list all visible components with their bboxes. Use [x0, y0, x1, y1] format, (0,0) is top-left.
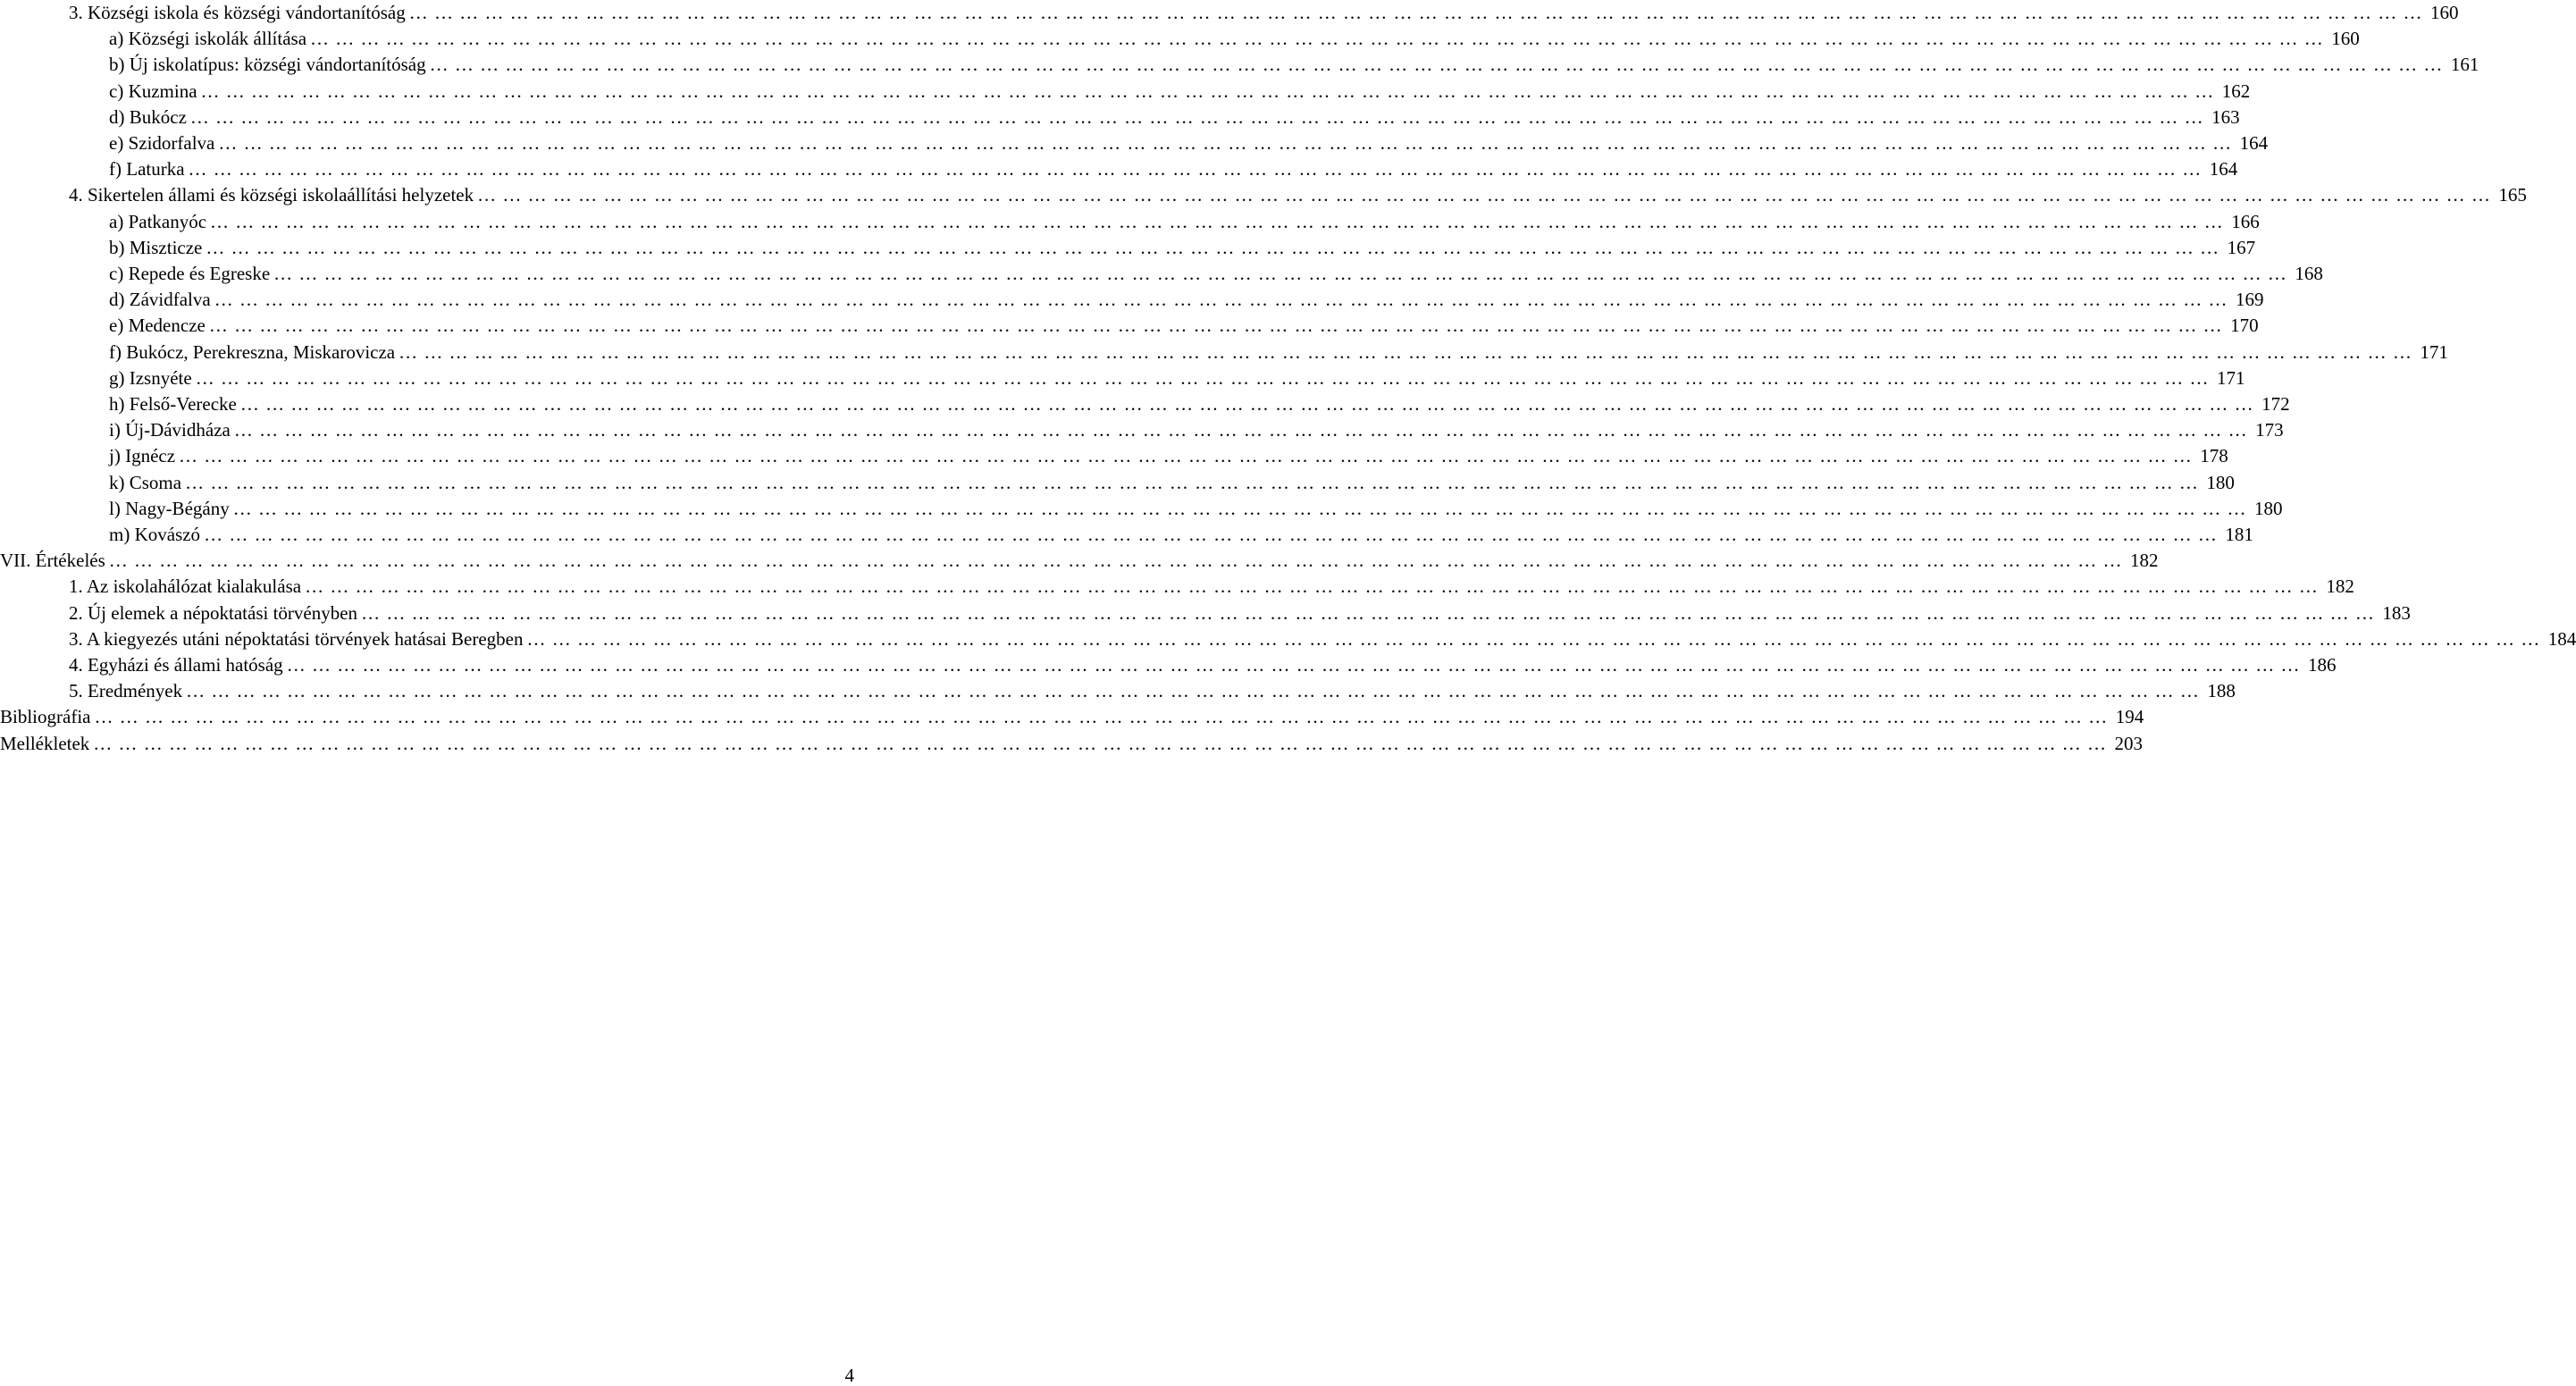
toc-entry-title: 5. Eredmények: [69, 680, 183, 702]
toc-entry-page: 162: [2221, 80, 2251, 102]
toc-entry-page: 178: [2200, 445, 2228, 467]
toc-entry-title: i) Új-Dávidháza: [109, 419, 231, 441]
toc-entry-page: 186: [2307, 654, 2337, 676]
toc-entry-title: 4. Sikertelen állami és községi iskolaállítási helyzetek: [69, 184, 474, 206]
dot-leader: … … … … … … … … … … … … … … … … … … … … … … … … … … … … … … … … … … … … … … … … … … … … … … … … … … … … … … … … … … … … … … … … … … … … … … … … … … … … … … … …: [218, 132, 2233, 154]
toc-entry-title: 3. A kiegyezés utáni népoktatási törvények hatásai Beregben: [69, 627, 524, 650]
toc-entry-title: Mellékletek: [0, 732, 90, 754]
toc-entry-title: d) Závidfalva: [109, 289, 211, 311]
toc-entry-page: 160: [2331, 28, 2360, 50]
toc-entry-page: 182: [2130, 550, 2159, 572]
toc-entry-title: 2. Új elemek a népoktatási törvényben: [69, 601, 358, 624]
dot-leader: … … … … … … … … … … … … … … … … … … … … … … … … … … … … … … … … … … … … … … … … … … … … … … … … … … … … … … … … … … … … … … … … … … … … … … … … … … … … … … … …: [361, 601, 2375, 624]
dot-leader: … … … … … … … … … … … … … … … … … … … … … … … … … … … … … … … … … … … … … … … … … … … … … … … … … … … … … … … … … … … … … … … … … … … … … … … … … … … … … … … …: [310, 28, 2324, 50]
toc-entry-title: Bibliográfia: [0, 706, 91, 728]
toc-entry-page: 166: [2231, 210, 2260, 232]
dot-leader: … … … … … … … … … … … … … … … … … … … … … … … … … … … … … … … … … … … … … … … … … … … … … … … … … … … … … … … … … … … … … … … … … … … … … … … … … … … … … … … …: [214, 289, 2228, 311]
toc-entry: [109, 287, 2264, 313]
dot-leader: … … … … … … … … … … … … … … … … … … … … … … … … … … … … … … … … … … … … … … … … … … … … … … … … … … … … … … … … … … … … … … … … … … … … … … … … … … … … … … … …: [179, 445, 2193, 467]
toc-entry: [109, 417, 2284, 443]
toc-entry-title: c) Repede és Egreske: [109, 263, 271, 284]
dot-leader: … … … … … … … … … … … … … … … … … … … … … … … … … … … … … … … … … … … … … … … … … … … … … … … … … … … … … … … … … … … … … … … … … … … … … … … … … … … … … … … …: [108, 550, 2123, 572]
toc-entry-title: e) Szidorfalva: [109, 132, 215, 154]
toc-entry: [109, 443, 2228, 469]
toc-entry-page: 183: [2382, 601, 2411, 624]
toc-entry-page: 171: [2420, 340, 2448, 363]
dot-leader: … … … … … … … … … … … … … … … … … … … … … … … … … … … … … … … … … … … … … … … … … … … … … … … … … … … … … … … … … … … … … … … … … … … … … … … … … … … … … … … …: [189, 105, 2204, 128]
toc-entry: [69, 678, 2236, 704]
toc-entry-title: m) Kovászó: [109, 524, 201, 545]
toc-entry-title: b) Új iskolatípus: községi vándortanítóság: [109, 54, 426, 76]
dot-leader: … … … … … … … … … … … … … … … … … … … … … … … … … … … … … … … … … … … … … … … … … … … … … … … … … … … … … … … … … … … … … … … … … … … … … … … … … … … … … … … …: [94, 706, 2109, 728]
toc-entry-title: f) Laturka: [109, 158, 185, 181]
toc-entry-page: 164: [2209, 158, 2238, 181]
page-number: 4: [844, 1365, 854, 1386]
dot-leader: … … … … … … … … … … … … … … … … … … … … … … … … … … … … … … … … … … … … … … … … … … … … … … … … … … … … … … … … … … … … … … … … … … … … … … … … … … … … … … … …: [186, 680, 2200, 702]
toc-entry-page: 180: [2253, 497, 2283, 519]
toc-entry: [0, 731, 2144, 757]
toc-entry-title: k) Csoma: [109, 471, 182, 493]
toc-entry-page: 184: [2547, 627, 2576, 650]
toc-entry-title: d) Bukócz: [109, 105, 187, 128]
dot-leader: … … … … … … … … … … … … … … … … … … … … … … … … … … … … … … … … … … … … … … … … … … … … … … … … … … … … … … … … … … … … … … … … … … … … … … … … … … … … … … … …: [208, 315, 2223, 337]
toc-entry: [109, 313, 2259, 339]
toc-entry: [109, 235, 2256, 261]
toc-entry: [109, 391, 2290, 417]
dot-leader: … … … … … … … … … … … … … … … … … … … … … … … … … … … … … … … … … … … … … … … … … … … … … … … … … … … … … … … … … … … … … … … … … … … … … … … … … … … … … … … …: [526, 627, 2541, 650]
toc-entry: [69, 601, 2411, 626]
toc-entry-title: c) Kuzmina: [109, 80, 197, 102]
toc-entry-page: 188: [2207, 680, 2236, 702]
toc-entry-title: b) Miszticze: [109, 236, 203, 258]
toc-entry: [69, 0, 2459, 26]
toc-entry: [109, 365, 2245, 391]
toc-entry: [109, 130, 2269, 156]
dot-leader: … … … … … … … … … … … … … … … … … … … … … … … … … … … … … … … … … … … … … … … … … … … … … … … … … … … … … … … … … … … … … … … … … … … … … … … … … … … … … … … …: [429, 54, 2444, 76]
toc-entry-page: 167: [2227, 236, 2256, 258]
toc-entry-title: 1. Az iskolahálózat kialakulása: [69, 575, 302, 598]
toc-entry-page: 194: [2115, 706, 2144, 728]
toc-entry-title: 3. Községi iskola és községi vándortanítóság: [69, 2, 406, 23]
toc-entry: [109, 340, 2448, 365]
toc-entry-page: 160: [2430, 2, 2459, 23]
dot-leader: … … … … … … … … … … … … … … … … … … … … … … … … … … … … … … … … … … … … … … … … … … … … … … … … … … … … … … … … … … … … … … … … … … … … … … … … … … … … … … … …: [204, 524, 2218, 545]
dot-leader: … … … … … … … … … … … … … … … … … … … … … … … … … … … … … … … … … … … … … … … … … … … … … … … … … … … … … … … … … … … … … … … … … … … … … … … … … … … … … … … …: [273, 263, 2287, 284]
toc-entry-page: 168: [2295, 263, 2323, 284]
toc-entry-title: g) Izsnyéte: [109, 366, 192, 389]
toc-entry-page: 171: [2216, 366, 2245, 389]
toc-entry: [109, 470, 2235, 496]
toc-entry: [0, 548, 2159, 574]
toc-entry: [109, 209, 2260, 235]
toc-entry: [69, 182, 2527, 208]
dot-leader: … … … … … … … … … … … … … … … … … … … … … … … … … … … … … … … … … … … … … … … … … … … … … … … … … … … … … … … … … … … … … … … … … … … … … … … … … … … … … … … …: [286, 654, 2301, 676]
toc-entry: [109, 105, 2240, 130]
dot-leader: … … … … … … … … … … … … … … … … … … … … … … … … … … … … … … … … … … … … … … … … … … … … … … … … … … … … … … … … … … … … … … … … … … … … … … … … … … … … … … … …: [93, 732, 2108, 754]
dot-leader: … … … … … … … … … … … … … … … … … … … … … … … … … … … … … … … … … … … … … … … … … … … … … … … … … … … … … … … … … … … … … … … … … … … … … … … … … … … … … … … …: [188, 158, 2203, 181]
toc-entry-page: 172: [2261, 393, 2290, 415]
toc-entry: [0, 704, 2144, 730]
dot-leader: … … … … … … … … … … … … … … … … … … … … … … … … … … … … … … … … … … … … … … … … … … … … … … … … … … … … … … … … … … … … … … … … … … … … … … … … … … … … … … … …: [477, 184, 2491, 206]
toc-entry-title: e) Medencze: [109, 315, 206, 337]
toc-entry-title: VII. Értékelés: [0, 550, 105, 572]
toc-entry-page: 161: [2450, 54, 2480, 76]
toc-entry-title: a) Patkanyóc: [109, 210, 207, 232]
toc-entry-page: 163: [2211, 105, 2240, 128]
toc-entry: [109, 52, 2480, 78]
toc-entry-page: 182: [2326, 575, 2354, 598]
toc-entry: [69, 574, 2354, 600]
toc-entry-title: 4. Egyházi és állami hatóság: [69, 654, 283, 676]
toc-entry-page: 181: [2225, 524, 2253, 545]
dot-leader: … … … … … … … … … … … … … … … … … … … … … … … … … … … … … … … … … … … … … … … … … … … … … … … … … … … … … … … … … … … … … … … … … … … … … … … … … … … … … … … …: [408, 2, 2423, 23]
dot-leader: … … … … … … … … … … … … … … … … … … … … … … … … … … … … … … … … … … … … … … … … … … … … … … … … … … … … … … … … … … … … … … … … … … … … … … … … … … … … … … … …: [195, 366, 2210, 389]
toc-entry-title: l) Nagy-Bégány: [109, 497, 230, 519]
toc-entry-page: 170: [2230, 315, 2259, 337]
toc-entry-title: j) Ignécz: [109, 445, 176, 467]
toc-entry-title: a) Községi iskolák állítása: [109, 28, 307, 50]
dot-leader: … … … … … … … … … … … … … … … … … … … … … … … … … … … … … … … … … … … … … … … … … … … … … … … … … … … … … … … … … … … … … … … … … … … … … … … … … … … … … … … …: [232, 497, 2247, 519]
toc-entry-page: 180: [2206, 471, 2235, 493]
toc-entry-page: 165: [2498, 184, 2527, 206]
toc-entry: [109, 261, 2323, 287]
dot-leader: … … … … … … … … … … … … … … … … … … … … … … … … … … … … … … … … … … … … … … … … … … … … … … … … … … … … … … … … … … … … … … … … … … … … … … … … … … … … … … … …: [305, 575, 2319, 598]
toc-entry-page: 173: [2255, 419, 2284, 441]
toc-entry: [109, 156, 2238, 182]
toc-entry: [69, 626, 2576, 652]
toc-entry-title: f) Bukócz, Perekreszna, Miskarovicza: [109, 340, 396, 363]
dot-leader: … … … … … … … … … … … … … … … … … … … … … … … … … … … … … … … … … … … … … … … … … … … … … … … … … … … … … … … … … … … … … … … … … … … … … … … … … … … … … … … …: [239, 393, 2254, 415]
dot-leader: … … … … … … … … … … … … … … … … … … … … … … … … … … … … … … … … … … … … … … … … … … … … … … … … … … … … … … … … … … … … … … … … … … … … … … … … … … … … … … … …: [210, 210, 2224, 232]
toc-entry: [109, 496, 2283, 522]
toc-entry-page: 169: [2235, 289, 2264, 311]
dot-leader: … … … … … … … … … … … … … … … … … … … … … … … … … … … … … … … … … … … … … … … … … … … … … … … … … … … … … … … … … … … … … … … … … … … … … … … … … … … … … … … …: [399, 340, 2412, 363]
dot-leader: … … … … … … … … … … … … … … … … … … … … … … … … … … … … … … … … … … … … … … … … … … … … … … … … … … … … … … … … … … … … … … … … … … … … … … … … … … … … … … … …: [185, 471, 2199, 493]
toc-entry: [109, 79, 2251, 105]
toc-entry: [69, 652, 2337, 678]
toc-entry-page: 203: [2114, 732, 2144, 754]
toc-entry-title: h) Felső-Verecke: [109, 393, 237, 415]
toc-entry: [109, 522, 2253, 548]
toc-entry-page: 164: [2239, 132, 2269, 154]
dot-leader: … … … … … … … … … … … … … … … … … … … … … … … … … … … … … … … … … … … … … … … … … … … … … … … … … … … … … … … … … … … … … … … … … … … … … … … … … … … … … … … …: [200, 80, 2215, 102]
dot-leader: … … … … … … … … … … … … … … … … … … … … … … … … … … … … … … … … … … … … … … … … … … … … … … … … … … … … … … … … … … … … … … … … … … … … … … … … … … … … … … … …: [206, 236, 2220, 258]
toc-entry: [109, 26, 2360, 52]
dot-leader: … … … … … … … … … … … … … … … … … … … … … … … … … … … … … … … … … … … … … … … … … … … … … … … … … … … … … … … … … … … … … … … … … … … … … … … … … … … … … … … …: [233, 419, 2248, 441]
